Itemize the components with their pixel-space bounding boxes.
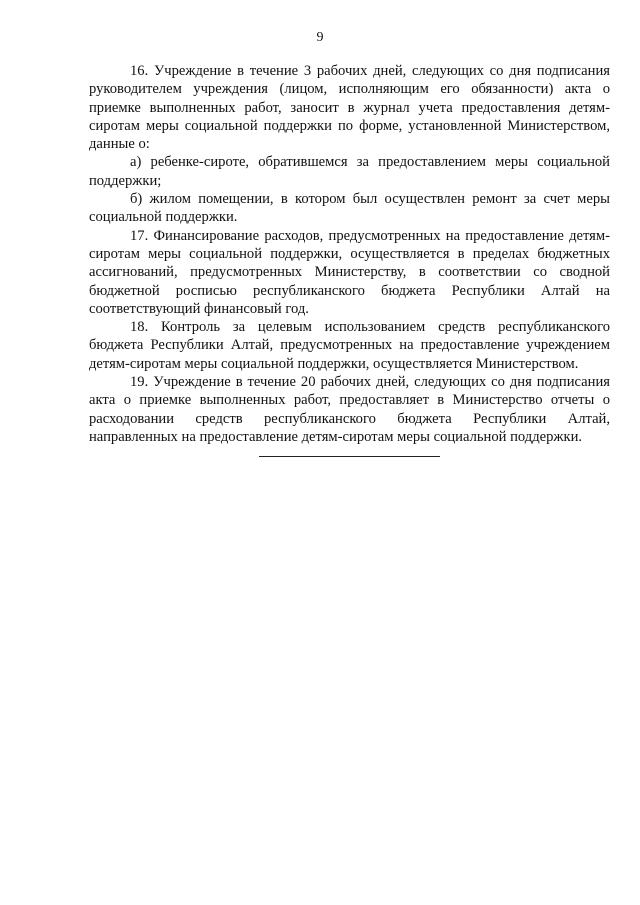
paragraph-17: 17. Финансирование расходов, предусмотренных на предоставление детям-сиротам меры социальной поддержки, осуществляется в пределах бюджетных ассигнований, предусмотренных Министерству, в соответствии со сводной бюджетной росписью республиканского бюджета Республики Алтай на соответствующий финансовый год. xyxy=(89,227,610,317)
paragraph-16: 16. Учреждение в течение 3 рабочих дней, следующих со дня подписания руководителем учреждения (лицом, исполняющим его обязанности) акта о приемке выполненных работ, заносит в журнал учета предоставления детям-сиротам меры социальной поддержки по форме, установленной Министерством, данные о: xyxy=(89,63,610,153)
page-number: 9 xyxy=(316,30,324,45)
document-body xyxy=(89,62,610,446)
paragraph-16-item-a: а) ребенке-сироте, обратившемся за предоставлением меры социальной поддержки; xyxy=(89,154,610,189)
paragraph-19: 19. Учреждение в течение 20 рабочих дней, следующих со дня подписания акта о приемке выполненных работ, предоставляет в Министерство отчеты о расходовании средств республиканского бюджета Республики Алтай, направленных на предоставление детям-сиротам меры социальной поддержки. xyxy=(89,374,610,445)
paragraph-18: 18. Контроль за целевым использованием средств республиканского бюджета Республики Алтай, предусмотренных на предоставление учреждением детям-сиротам меры социальной поддержки, осуществляется Министерством. xyxy=(89,319,610,372)
end-of-document-divider xyxy=(259,456,440,457)
paragraph-16-item-b: б) жилом помещении, в котором был осуществлен ремонт за счет меры социальной поддержки. xyxy=(89,191,610,226)
